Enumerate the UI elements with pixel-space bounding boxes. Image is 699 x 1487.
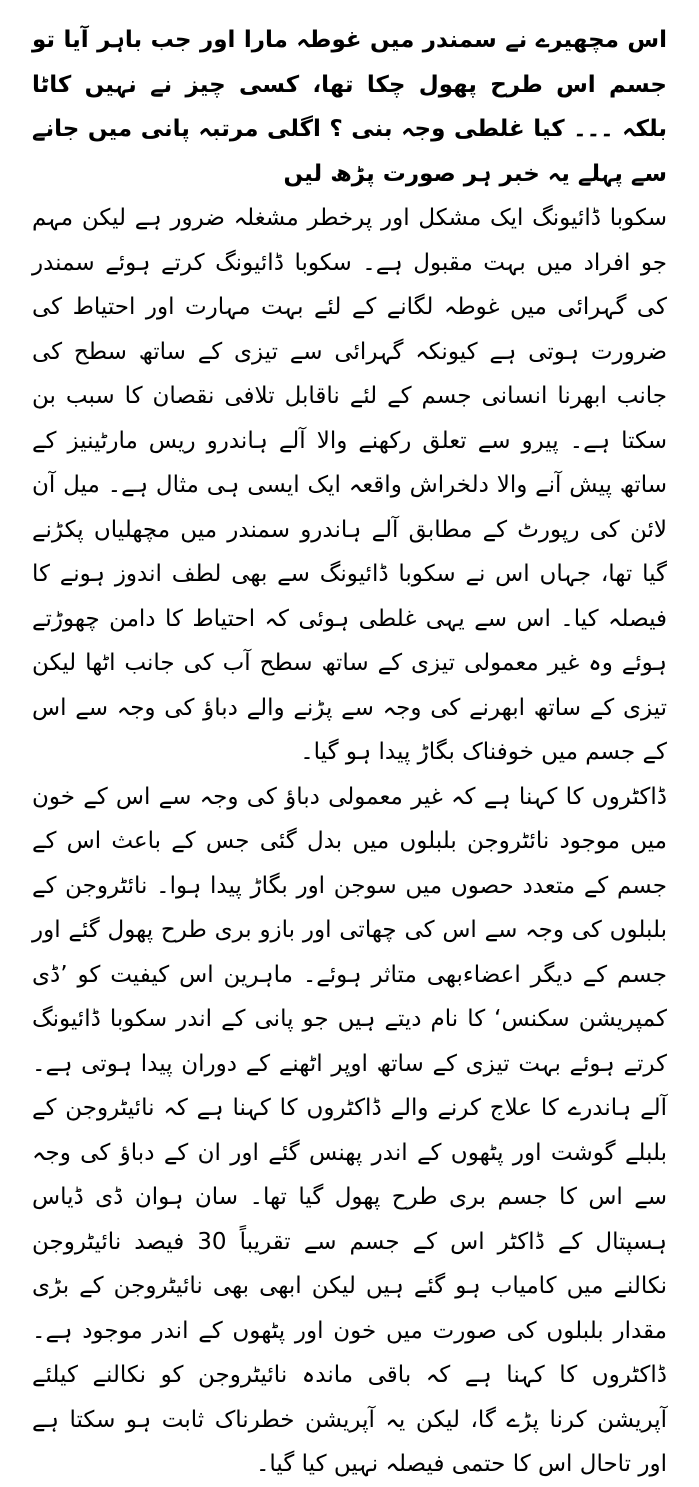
article-headline: اس مچھیرے نے سمندر میں غوطہ مارا اور جب باہر آیا تو جسم اس طرح پھول چکا تھا، کسی چیز نے نہیں کاٹا بلکہ ۔۔۔ کیا غلطی وجہ بنی ؟ اگلی مرتبہ پانی میں جانے سے پہلے یہ خبر ہر صورت پڑھ لیں <box>32 27 667 187</box>
article-paragraph-1: سکوبا ڈائیونگ ایک مشکل اور پرخطر مشغلہ ضرور ہے لیکن مہم جو افراد میں بہت مقبول ہے۔ سکوبا ڈائیونگ کرتے ہوئے سمندر کی گہرائی میں غوطہ لگانے کے لئے بہت مہارت اور احتیاط کی ضرورت ہوتی ہے کیونکہ گہرائی سے تیزی کے ساتھ سطح کی جانب ابھرنا انسانی جسم کے لئے ناقابل تلافی نقصان کا سبب بن سکتا ہے۔ پیرو سے تعلق رکھنے والا آلے ہاندرو ریس مارٹینیز کے ساتھ پیش آنے والا دلخراش واقعہ ایک ایسی ہی مثال ہے۔ میل آن لائن کی رپورٹ کے مطابق آلے ہاندرو سمندر میں مچھلیاں پکڑنے گیا تھا، جہاں اس نے سکوبا ڈائیونگ سے بھی لطف اندوز ہونے کا فیصلہ کیا۔ اس سے یہی غلطی ہوئی کہ احتیاط کا دامن چھوڑتے ہوئے وہ غیر معمولی تیزی کے ساتھ سطح آب کی جانب اٹھا لیکن تیزی کے ساتھ ابھرنے کی وجہ سے پڑنے والے دباﺅ کی وجہ سے اس کے جسم میں خوفناک بگاڑ پیدا ہو گیا۔ <box>32 205 667 765</box>
article-paragraph-2: ڈاکٹروں کا کہنا ہے کہ غیر معمولی دباﺅ کی وجہ سے اس کے خون میں موجود نائٹروجن بلبلوں میں بدل گئی جس کے باعث اس کے جسم کے متعدد حصوں میں سوجن اور بگاڑ پیدا ہوا۔ نائٹروجن کے بلبلوں کی وجہ سے اس کی چھاتی اور بازو بری طرح پھول گئے اور جسم کے دیگر اعضاءبھی متاثر ہوئے۔ ماہرین اس کیفیت کو ’ڈی کمپریشن سکنس‘ کا نام دیتے ہیں جو پانی کے اندر سکوبا ڈائیونگ کرتے ہوئے بہت تیزی کے ساتھ اوپر اٹھنے کے دوران پیدا ہوتی ہے۔ آلے ہاندرے کا علاج کرنے والے ڈاکٹروں کا کہنا ہے کہ نائیٹروجن کے بلبلے گوشت اور پٹھوں کے اندر پھنس گئے اور ان کے دباﺅ کی وجہ سے اس کا جسم بری طرح پھول گیا تھا۔ سان ہوان ڈی ڈیاس ہسپتال کے ڈاکٹر اس کے جسم سے تقریباً 30 فیصد نائیٹروجن نکالنے میں کامیاب ہو گئے ہیں لیکن ابھی بھی نائیٹروجن کے بڑی مقدار بلبلوں کی صورت میں خون اور پٹھوں کے اندر موجود ہے۔ ڈاکٹروں کا کہنا ہے کہ باقی ماندہ نائیٹروجن کو نکالنے کیلئے آپریشن کرنا پڑے گا، لیکن یہ آپریشن خطرناک ثابت ہو سکتا ہے اور تاحال اس کا حتمی فیصلہ نہیں کیا گیا۔ <box>32 783 667 1477</box>
